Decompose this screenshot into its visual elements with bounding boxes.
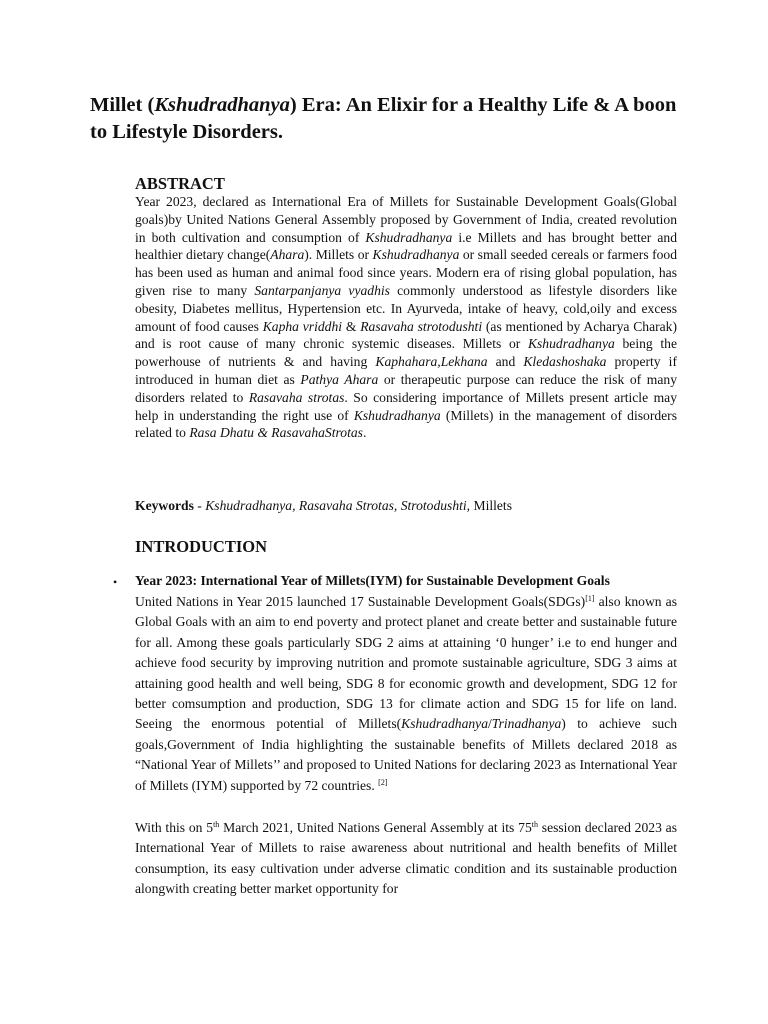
intro-paragraph-2: With this on 5th March 2021, United Nations General Assembly at its 75th session declared 2023 as International Year of Millets to raise awareness about nutritional and health benefits of Millet consumption, its easy cultivation under adverse climatic condition and its sustainable production alongwith creating better market opportunity for bbox=[135, 820, 677, 897]
keywords-list: Kshudradhanya, Rasavaha Strotas, Strotodushti, bbox=[205, 498, 471, 513]
citation-1: [1] bbox=[585, 594, 595, 603]
keywords-label: Keywords bbox=[135, 498, 194, 513]
title-text: Millet ( bbox=[90, 94, 155, 116]
title-italic-term: Kshudradhanya bbox=[154, 94, 290, 116]
abstract-body: Year 2023, declared as International Era of Millets for Sustainable Development Goals(Global goals)by United Nations General Assembly proposed by Government of India, created revolution in both cultivation and consumption of Kshudradhanya i.e Millets and has brought better and healthier dietary change(Ahara). Millets or Kshudradhanya or small seeded cereals or farmers food has been used as human and animal food since years. Modern era of rising global population, has given rise to many Santarpanjanya vyadhis commonly understood as lifestyle disorders like obesity, Diabetes mellitus, Hypertension etc. In Ayurveda, intake of heavy, cold,oily and excess amount of food causes Kapha vriddhi & Rasavaha strotodushti (as mentioned by Acharya Charak) and is root cause of many chronic systemic diseases. Millets or Kshudradhanya being the powerhouse of nutrients & and having Kaphahara,Lekhana and Kledashoshaka property if introduced in human diet as Pathya Ahara or therapeutic purpose can reduce the risk of many disorders related to Rasavaha strotas. So considering importance of Millets present article may help in understanding the right use of Kshudradhanya (Millets) in the management of disorders related to Rasa Dhatu & RasavahaStrotas. bbox=[135, 194, 678, 441]
abstract-heading: ABSTRACT bbox=[135, 174, 225, 193]
introduction-heading: INTRODUCTION bbox=[135, 537, 268, 556]
citation-2: [2] bbox=[378, 777, 388, 787]
bullet-icon: • bbox=[113, 575, 118, 589]
keywords-line: Keywords - Kshudradhanya, Rasavaha Strotas, Strotodushti, Millets bbox=[135, 498, 512, 513]
intro-paragraph-1: United Nations in Year 2015 launched 17 Sustainable Development Goals(SDGs)[1] also known as Global Goals with an aim to end poverty and protect planet and create better and sustainable future for all. Among these goals particularly SDG 2 aims at attaining ‘0 hunger’ i.e to end hunger and achieve food security by improving nutrition and promote sustainable agriculture, SDG 3 aims at attaining good health and well being, SDG 8 for economic growth and development, SDG 12 for better comsumption and production, SDG 13 for climate action and SDG 15 for life on land. Seeing the enormous potential of Millets(Kshudradhanya/Trinadhanya) to achieve such goals,Government of India highlighting the sustainable benefits of Millets declared 2018 as “National Year of Millets’’ and proposed to United Nations for declaring 2023 as International Year of Millets (IYM) supported by 72 countries. [2] bbox=[135, 594, 677, 793]
list-item-heading: Year 2023: International Year of Millets(IYM) for Sustainable Development Goals bbox=[135, 573, 610, 588]
title-text-rest: ) Era: An Elixir for a Healthy Life & A boon to Lifestyle Disorders. bbox=[90, 94, 677, 143]
page-title bbox=[90, 92, 690, 146]
